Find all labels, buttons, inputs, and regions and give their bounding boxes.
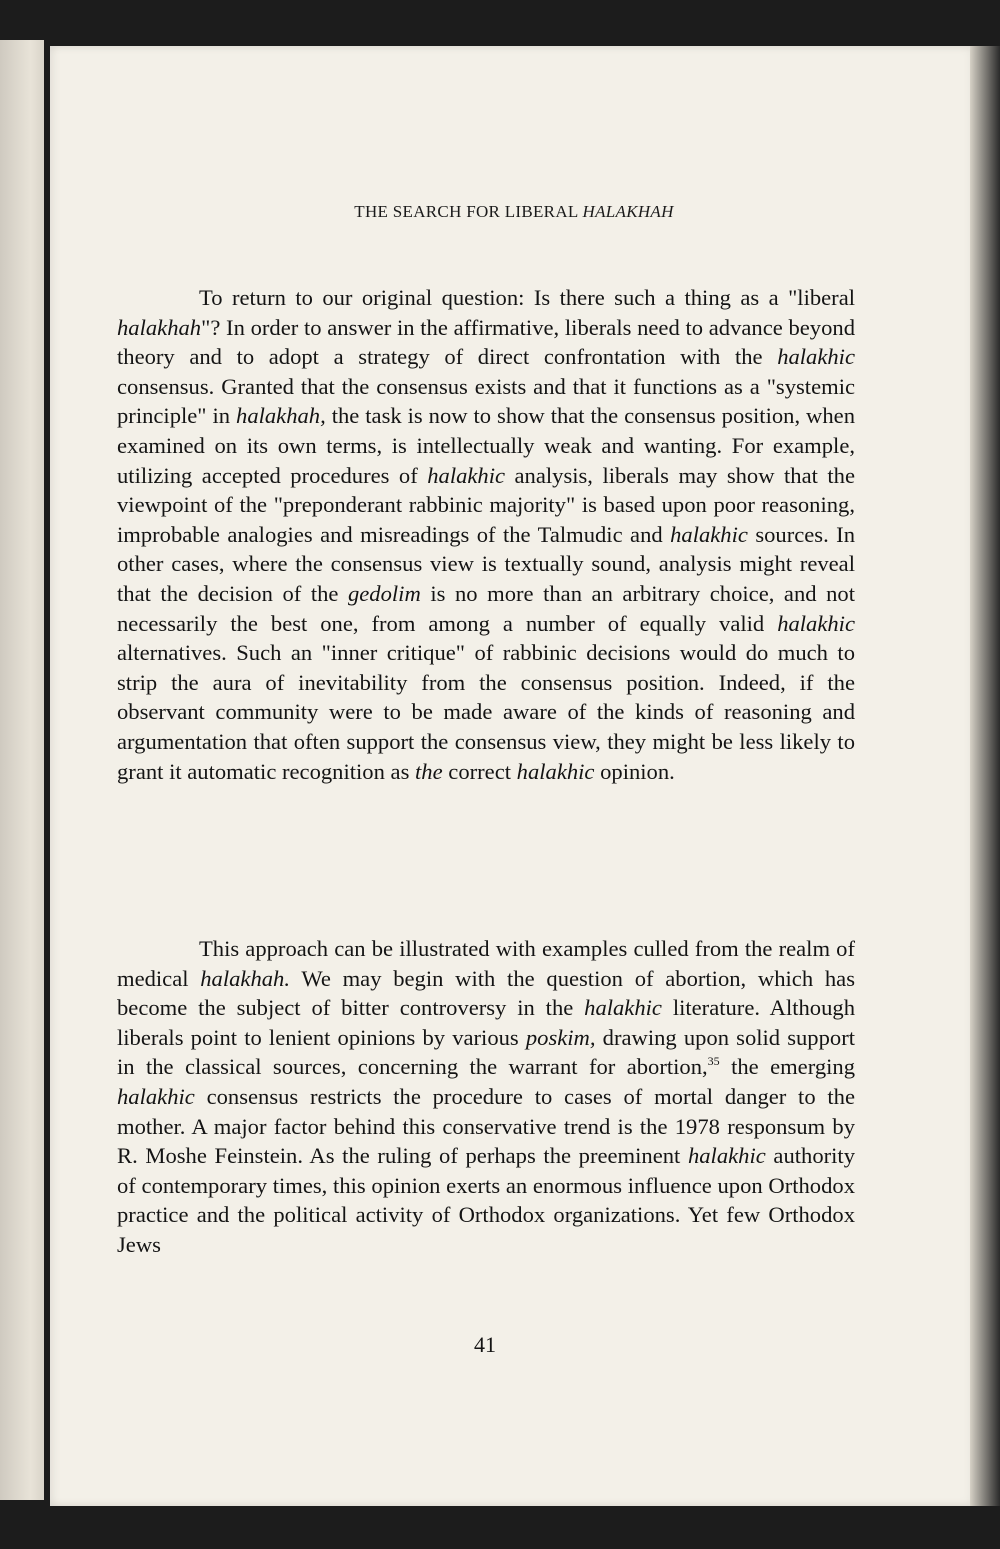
text-run: sources. In other cases, where the consensus view is textually sound, analysis might reveal that the decision of the (117, 521, 855, 606)
italic-term: halakhic (687, 1143, 766, 1169)
italic-term: poskim, (525, 1024, 596, 1050)
text-run: literature. Although liberals point to lenient opinions by various (117, 995, 855, 1050)
italic-term: gedolim (347, 580, 421, 606)
footnote-marker: 35 (707, 1054, 720, 1069)
text-run: We may begin with the question of abortion, which has become the subject of bitter controversy in the (117, 965, 855, 1021)
running-head (50, 202, 978, 222)
text-run: "? In order to answer in the affirmative, liberals need to advance beyond theory and to adopt a strategy of direct confrontation with the (117, 314, 855, 370)
italic-term: halakhic (777, 610, 855, 636)
italic-term: halakhic (117, 1083, 195, 1109)
italic-term: halakhic (584, 995, 662, 1021)
body-paragraph (117, 934, 855, 1260)
italic-term: halakhah (117, 314, 202, 340)
italic-term: halakhic (777, 344, 855, 370)
text-run: consensus restricts the procedure to cases of mortal danger to the mother. A major factor behind this conservative trend is the 1978 responsum by R. Moshe Feinstein. As the ruling of perhaps the preeminent (117, 1083, 855, 1169)
text-run: correct (442, 758, 517, 784)
previous-page-edge (0, 40, 44, 1500)
page-stack-edge (970, 46, 1000, 1506)
text-run: consensus. Granted that the consensus exists and that it functions as a "systemic principle" in (117, 373, 855, 429)
body-paragraph (117, 283, 855, 786)
text-run: is no more than an arbitrary choice, and not necessarily the best one, from among a number of equally valid (117, 580, 855, 636)
text-run: To return to our original question: Is there such a thing as a "liberal (199, 285, 855, 310)
page-number: 41 (474, 1332, 496, 1357)
italic-term: the (415, 758, 443, 784)
text-run: authority of contemporary times, this opinion exerts an enormous influence upon Orthodox practice and the political activity of Orthodox organizations. Yet few Orthodox Jews (117, 1143, 855, 1257)
text-run: the task is now to show that the consensus position, when examined on its own terms, is intellectually weak and wanting. For example, utilizing accepted procedures of (117, 403, 855, 488)
text-run: This approach can be illustrated with examples culled from the realm of medical (117, 936, 855, 991)
italic-term: halakhic (670, 521, 748, 547)
running-head-italic: HALAKHAH (582, 202, 674, 221)
italic-term: halakhic (516, 758, 595, 784)
text-run: the emerging (719, 1054, 855, 1080)
text-run: analysis, liberals may show that the viewpoint of the "preponderant rabbinic majority" is based upon poor reasoning, improbable analogies and misreadings of the Talmudic and (117, 462, 855, 547)
italic-term: halakhah, (236, 403, 326, 429)
text-run: drawing upon solid support in the classical sources, concerning the warrant for abortion, (117, 1024, 855, 1080)
italic-term: halakhah. (200, 965, 290, 991)
running-head-text: THE SEARCH FOR LIBERAL (354, 202, 583, 221)
text-run: alternatives. Such an "inner critique" of rabbinic decisions would do much to strip the aura of inevitability from the consensus position. Indeed, if the observant community were to be made aware of the kinds of reasoning and argumentation that often support the consensus view, they might be less likely to grant it automatic recognition as (117, 640, 855, 784)
text-run: opinion. (594, 758, 675, 784)
italic-term: halakhic (427, 462, 506, 488)
